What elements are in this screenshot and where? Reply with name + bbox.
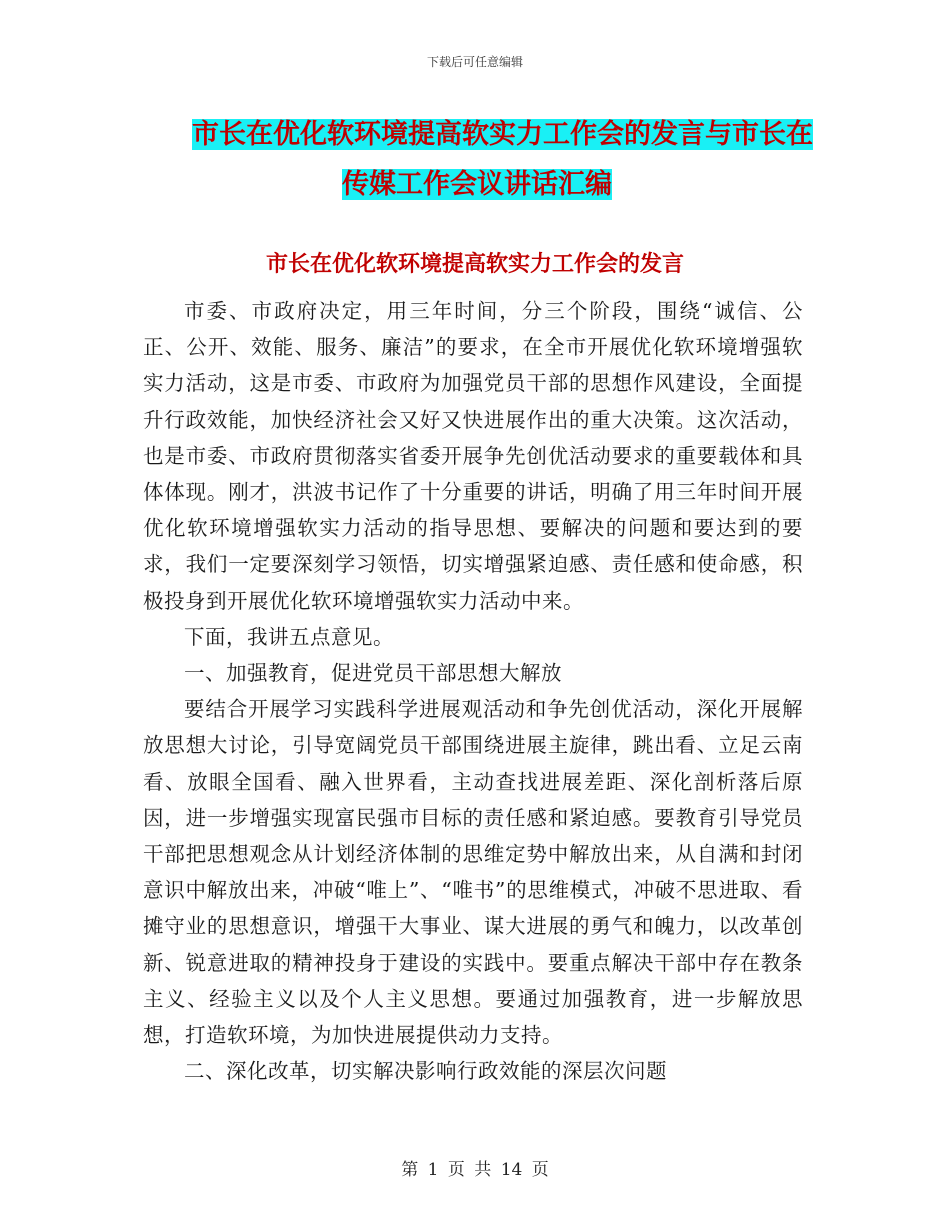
title-line-1: 市长在优化软环境提高软实力工作会的发言与市长在: [192, 119, 813, 150]
page-footer: 第 1 页 共 14 页: [401, 1160, 549, 1180]
document-title: [180, 110, 820, 210]
heading-point-1: 一、加强教育，促进党员干部思想大解放: [184, 661, 562, 686]
header-note: 下载后可任意编辑: [426, 55, 523, 69]
title-line-2: 传媒工作会议讲话汇编: [342, 169, 612, 200]
section-title: 市长在优化软环境提高软实力工作会的发言: [265, 252, 684, 277]
body-text: [143, 293, 803, 1089]
paragraph-intro: 市委、市政府决定，用三年时间，分三个阶段，围绕“诚信、公正、公开、效能、服务、廉洁”的要求，在全市开展优化软环境增强软实力活动，这是市委、市政府为加强党员干部的思想作风建设，全面提升行政效能，加快经济社会又好又快进展作出的重大决策。这次活动，也是市委、市政府贯彻落实省委开展争先创优活动要求的重要载体和具体体现。刚才，洪波书记作了十分重要的讲话，明确了用三年时间开展优化软环境增强软实力活动的指导思想、要解决的问题和要达到的要求，我们一定要深刻学习领悟，切实增强紧迫感、责任感和使命感，积极投身到开展优化软环境增强软实力活动中来。: [143, 299, 803, 613]
paragraph-point-1: 要结合开展学习实践科学进展观活动和争先创优活动，深化开展解放思想大讨论，引导宽阔党员干部围绕进展主旋律，跳出看、立足云南看、放眼全国看、融入世界看，主动查找进展差距、深化剖析落后原因，进一步增强实现富民强市目标的责任感和紧迫感。要教育引导党员干部把思想观念从计划经济体制的思维定势中解放出来，从自满和封闭意识中解放出来，冲破“唯上”、“唯书”的思维模式，冲破不思进取、看摊守业的思想意识，增强干大事业、谋大进展的勇气和魄力，以改革创新、锐意进取的精神投身于建设的实践中。要重点解决干部中存在教条主义、经验主义以及个人主义思想。要通过加强教育，进一步解放思想，打造软环境，为加快进展提供动力支持。: [143, 697, 803, 1048]
heading-point-2: 二、深化改革，切实解决影响行政效能的深层次问题: [184, 1059, 667, 1084]
paragraph-lead: 下面，我讲五点意见。: [184, 624, 394, 649]
